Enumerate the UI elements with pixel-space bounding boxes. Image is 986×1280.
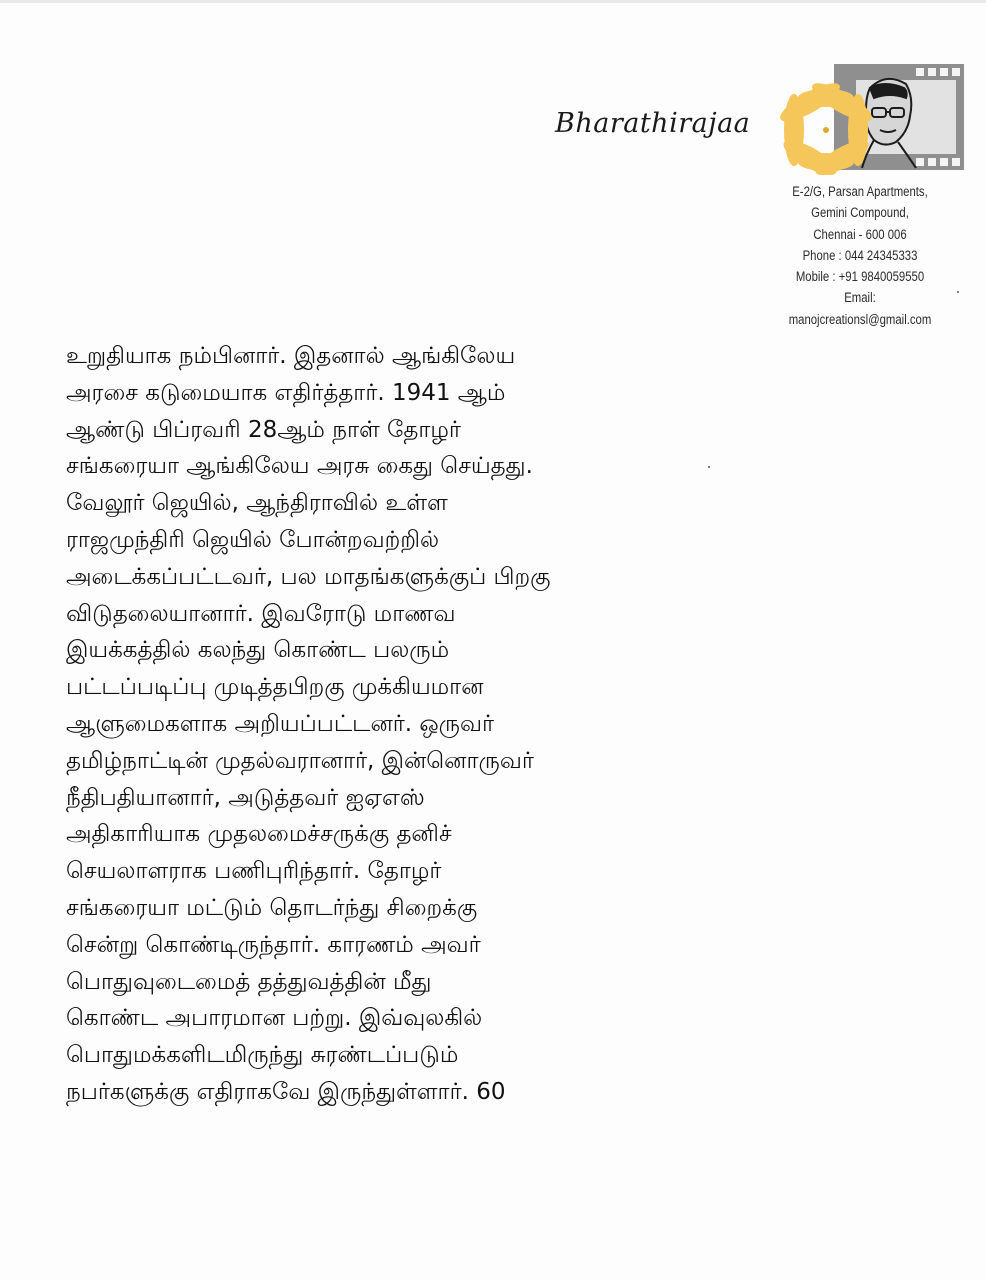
address-line: Chennai - 600 006: [813, 226, 907, 242]
body-line: சென்று கொண்டிருந்தார். காரணம் அவர்: [66, 931, 481, 958]
address-line: E-2/G, Parsan Apartments,: [792, 184, 928, 199]
body-line: தமிழ்நாட்டின் முதல்வரானார், இன்னொருவர்: [66, 747, 534, 774]
signature-logo-text: Bharathirajaa: [555, 108, 751, 139]
page-top-edge: [0, 0, 986, 3]
body-line: ஆளுமைகளாக அறியப்பட்டனர். ஒருவர்: [66, 710, 495, 737]
body-line: செயலாளராக பணிபுரிந்தார். தோழர்: [66, 858, 442, 885]
body-line: பொதுவுடைமைத் தத்துவத்தின் மீது: [66, 968, 432, 995]
letter-body: [66, 338, 736, 1111]
address-line: Gemini Compound,: [811, 205, 909, 221]
scan-speck: [708, 466, 710, 468]
body-line: அதிகாரியாக முதலமைச்சருக்கு தனிச்: [66, 821, 452, 848]
mobile-line: Mobile : +91 9840059550: [795, 269, 925, 285]
body-line: அரசை கடுமையாக எதிர்த்தார். 1941 ஆம்: [66, 379, 506, 406]
body-line: நபர்களுக்கு எதிராகவே இருந்துள்ளார். 60: [66, 1078, 506, 1105]
email-address: manojcreationsl@gmail.com: [788, 311, 932, 327]
body-line: ராஜமுந்திரி ஜெயில் போன்றவற்றில்: [66, 526, 440, 553]
body-line: விடுதலையானார். இவரோடு மாணவ: [66, 600, 456, 627]
body-line: இயக்கத்தில் கலந்து கொண்ட பலரும்: [66, 637, 450, 664]
body-line: நீதிபதியானார், அடுத்தவர் ஐஏஎஸ்: [66, 784, 425, 811]
body-line: வேலூர் ஜெயில், ஆந்திராவில் உள்ள: [66, 490, 448, 517]
letterhead-address: [776, 181, 944, 330]
scan-speck: [957, 291, 959, 293]
film-strip-flower-logo: [766, 58, 966, 176]
body-line: பொதுமக்களிடமிருந்து சுரண்டப்படும்: [66, 1042, 459, 1069]
body-line: ஆண்டு பிப்ரவரி 28ஆம் நாள் தோழர்: [66, 416, 461, 443]
body-line: சங்கரையா ஆங்கிலேய அரசு கைது செய்தது.: [66, 453, 533, 480]
email-label: Email:: [844, 290, 876, 306]
body-line: கொண்ட அபாரமான பற்று. இவ்வுலகில்: [66, 1005, 483, 1032]
body-line: சங்கரையா மட்டும் தொடர்ந்து சிறைக்கு: [66, 894, 478, 921]
body-line: உறுதியாக நம்பினார். இதனால் ஆங்கிலேய: [66, 343, 516, 369]
body-line: பட்டப்படிப்பு முடித்தபிறகு முக்கியமான: [66, 674, 484, 701]
body-line: அடைக்கப்பட்டவர், பல மாதங்களுக்குப் பிறகு: [66, 563, 551, 590]
phone-line: Phone : 044 24345333: [802, 247, 918, 263]
